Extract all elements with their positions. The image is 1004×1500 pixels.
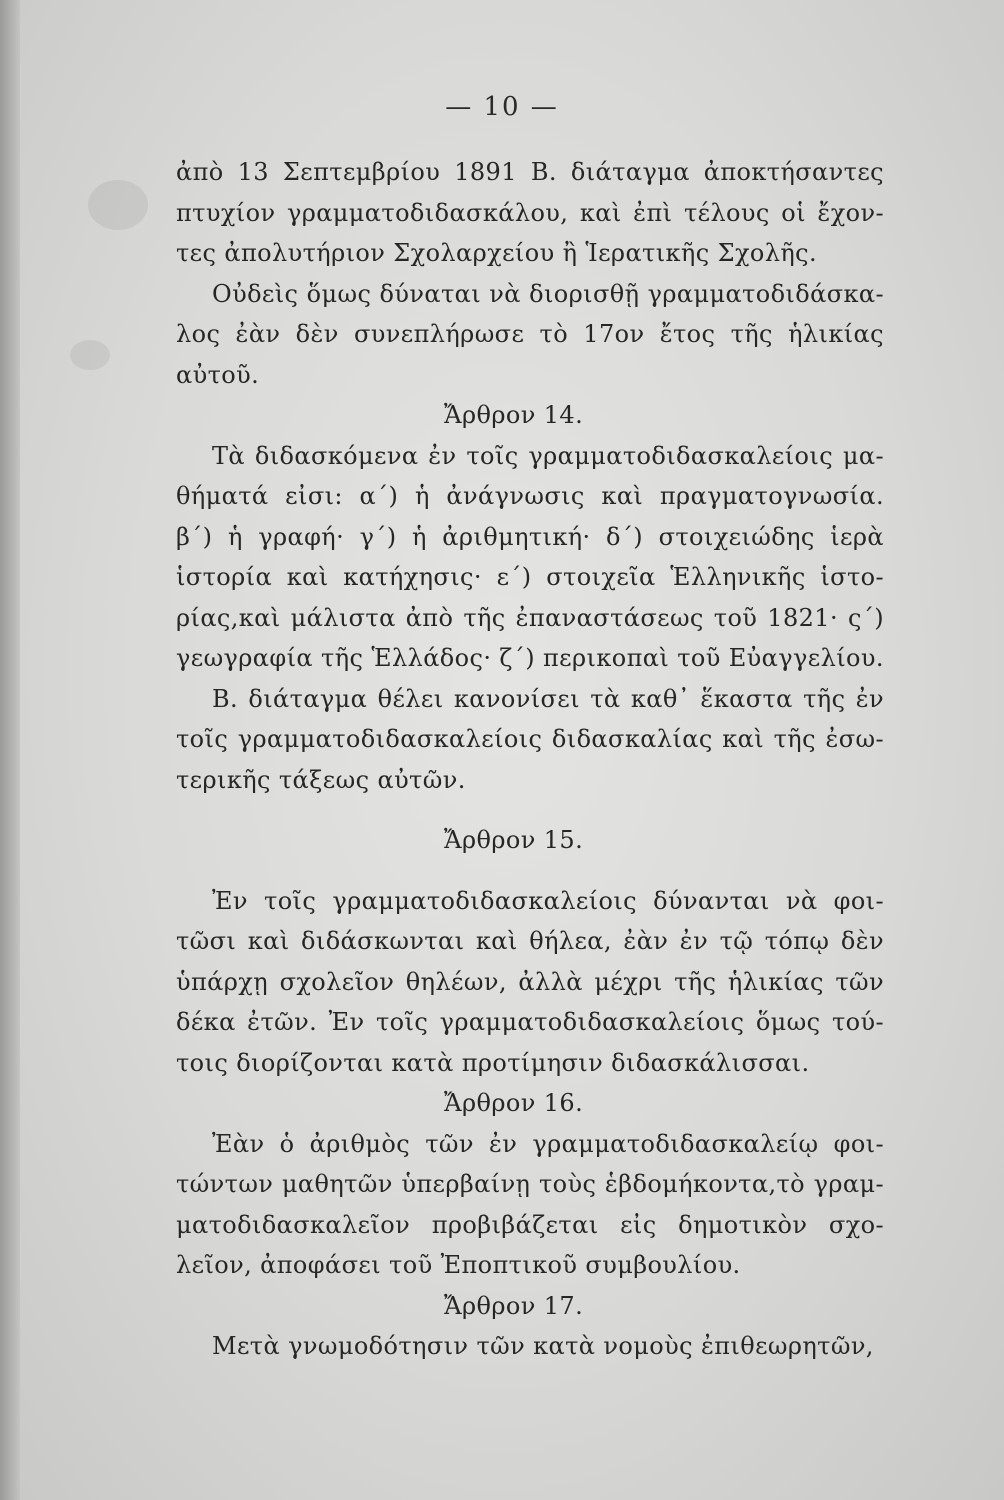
text-line: ἀπὸ 13 Σεπτεμβρίου 1891 Β. διάταγμα ἀποκτήσαντες xyxy=(176,158,884,186)
ink-smudge xyxy=(70,340,110,370)
text-line: ἱστορία καὶ κατήχησις· ε΄) στοιχεῖα Ἑλληνικῆς ἱστο- xyxy=(176,563,884,591)
text-line: β΄) ἡ γραφή· γ΄) ἡ ἀριθμητική· δ΄) στοιχειώδης ἱερὰ xyxy=(176,522,884,551)
text-line: Β. διάταγμα θέλει κανονίσει τὰ καθ᾽ ἕκαστα τῆς ἐν xyxy=(212,684,884,713)
text-line: Τὰ διδασκόμενα ἐν τοῖς γραμματοδιδασκαλείοις μα- xyxy=(212,441,884,470)
text-line: λος ἐὰν δὲν συνεπλήρωσε τὸ 17ον ἔτος τῆς ἡλικίας xyxy=(176,320,884,348)
text-line: πτυχίον γραμματοδιδασκάλου, καὶ ἐπὶ τέλους οἱ ἔχον- xyxy=(176,198,884,227)
text-line: τερικῆς τάξεως αὐτῶν. xyxy=(176,765,466,794)
article-heading: Ἄρθρον 15. xyxy=(444,826,584,854)
text-line: τοῖς γραμματοδιδασκαλείοις διδασκαλίας καὶ τῆς ἐσω- xyxy=(176,725,884,753)
page-binding-edge xyxy=(0,0,20,1500)
text-line: Οὐδεὶς ὅμως δύναται νὰ διορισθῇ γραμματοδιδάσκα- xyxy=(212,279,884,308)
text-line: τες ἀπολυτήριον Σχολαρχείου ἢ Ἱερατικῆς Σχολῆς. xyxy=(176,239,818,267)
text-line: Ἐν τοῖς γραμματοδιδασκαλείοις δύνανται νὰ φοι- xyxy=(212,886,884,915)
text-line: δέκα ἐτῶν. Ἐν τοῖς γραμματοδιδασκαλείοις ὅμως τού- xyxy=(176,1008,884,1036)
text-line: Ἐὰν ὁ ἀριθμὸς τῶν ἐν γραμματοδιδασκαλείῳ φοι- xyxy=(212,1129,884,1158)
page-number: — 10 — xyxy=(445,92,559,122)
text-line: γεωγραφία τῆς Ἑλλάδος· ζ΄) περικοπαὶ τοῦ Εὐαγγελίου. xyxy=(176,644,884,672)
text-line: τῶσι καὶ διδάσκωνται καὶ θήλεα, ἐὰν ἐν τῷ τόπῳ δὲν xyxy=(176,927,884,955)
text-line: ματοδιδασκαλεῖον προβιβάζεται εἰς δημοτικὸν σχο- xyxy=(176,1210,884,1239)
article-heading: Ἄρθρον 14. xyxy=(444,401,584,429)
text-line: τώντων μαθητῶν ὑπερβαίνῃ τοὺς ἑβδομήκοντα,τὸ γραμ- xyxy=(176,1170,884,1198)
text-line: Μετὰ γνωμοδότησιν τῶν κατὰ νομοὺς ἐπιθεωρητῶν, xyxy=(212,1332,874,1360)
text-line: λεῖον, ἀποφάσει τοῦ Ἐποπτικοῦ συμβουλίου. xyxy=(176,1251,741,1279)
body-text xyxy=(176,152,884,1367)
text-line: ρίας,καὶ μάλιστα ἀπὸ τῆς ἐπαναστάσεως τοῦ 1821· ς΄) xyxy=(176,603,884,632)
text-line: ὑπάρχῃ σχολεῖον θηλέων, ἀλλὰ μέχρι τῆς ἡλικίας τῶν xyxy=(176,967,884,996)
text-line: θήματά εἰσι: α΄) ἡ ἀνάγνωσις καὶ πραγματογνωσία. xyxy=(176,482,884,510)
ink-smudge xyxy=(88,180,148,230)
article-heading: Ἄρθρον 17. xyxy=(444,1291,584,1320)
text-line: τοις διορίζονται κατὰ προτίμησιν διδασκάλισσαι. xyxy=(176,1048,810,1077)
text-line: αὐτοῦ. xyxy=(176,360,260,389)
article-heading: Ἄρθρον 16. xyxy=(444,1089,584,1117)
